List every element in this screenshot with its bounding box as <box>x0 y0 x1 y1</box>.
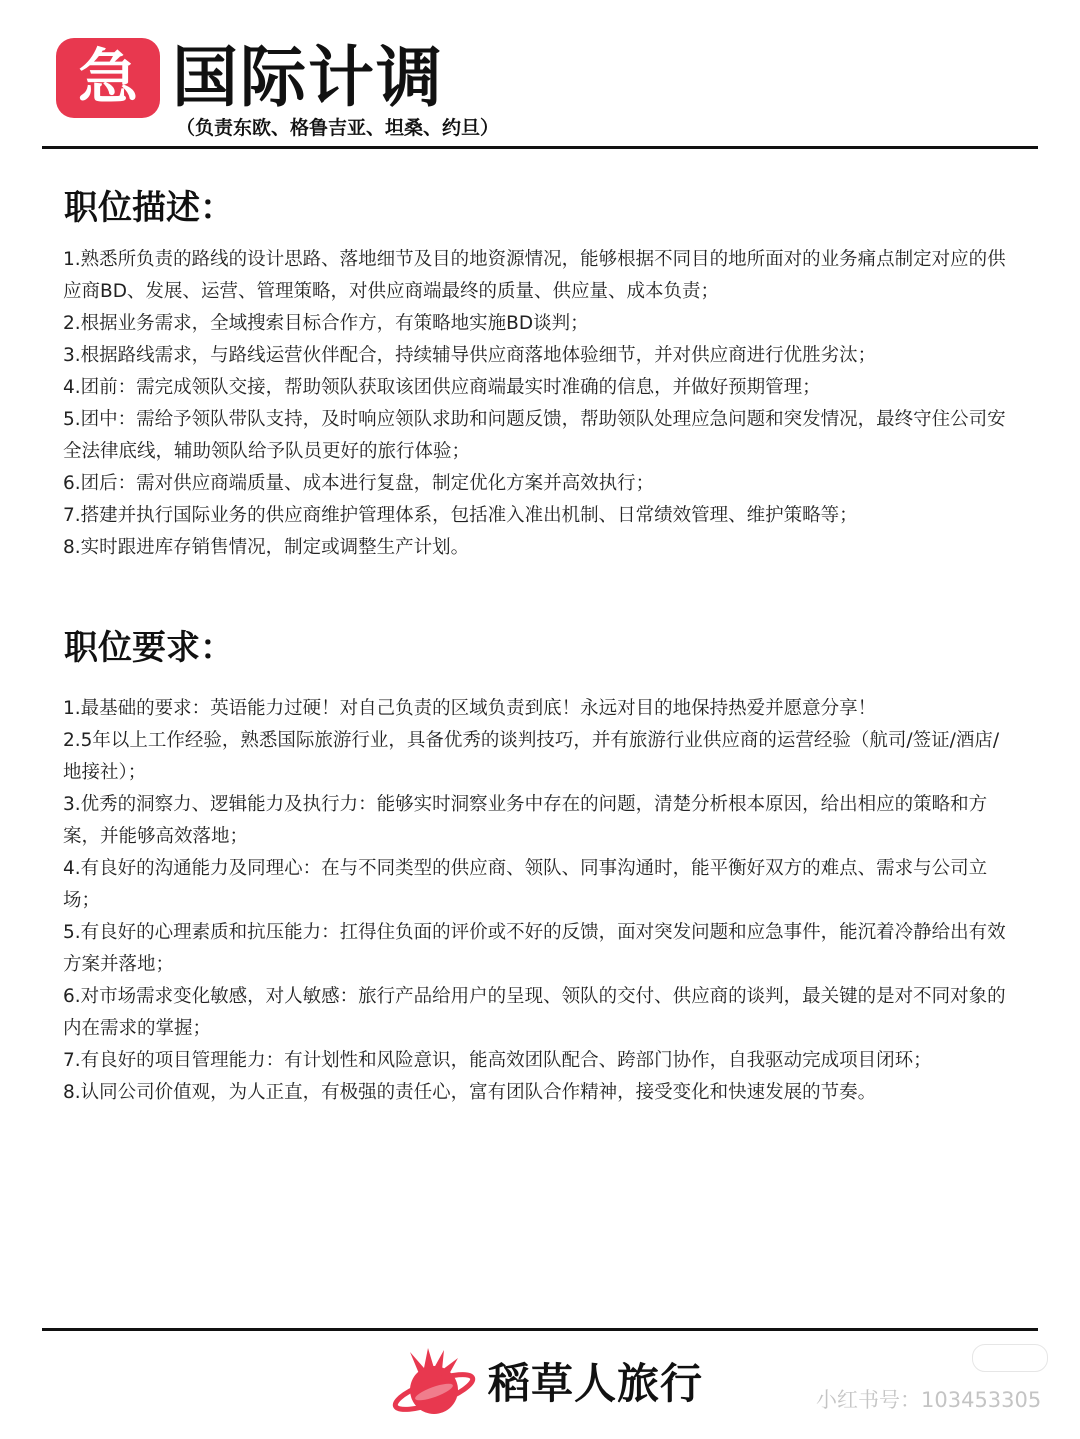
requirements-list <box>63 693 1013 1109</box>
watermark-badge <box>972 1344 1048 1372</box>
description-item: 5.团中：需给予领队带队支持，及时响应领队求助和问题反馈，帮助领队处理应急问题和突发情况，最终守住公司安全法律底线，辅助领队给予队员更好的旅行体验； <box>63 409 1006 462</box>
scarecrow-planet-logo-icon <box>390 1346 476 1420</box>
watermark-id: 小红书号：103453305 <box>816 1388 1042 1412</box>
requirement-item: 3.优秀的洞察力、逻辑能力及执行力：能够实时洞察业务中存在的问题，清楚分析根本原因，给出相应的策略和方案，并能够高效落地； <box>63 794 988 847</box>
brand-name: 稻草人旅行 <box>488 1359 704 1408</box>
description-item: 4.团前：需完成领队交接，帮助领队获取该团供应商端最实时准确的信息，并做好预期管理； <box>63 377 821 398</box>
urgent-badge <box>56 38 160 118</box>
description-heading: 职位描述： <box>64 188 234 228</box>
page-subtitle: （负责东欧、格鲁吉亚、坦桑、约旦） <box>176 117 500 139</box>
description-item: 6.团后：需对供应商端质量、成本进行复盘，制定优化方案并高效执行； <box>63 473 655 494</box>
description-item: 3.根据路线需求，与路线运营伙伴配合，持续辅导供应商落地体验细节，并对供应商进行优胜劣汰； <box>63 345 877 366</box>
bottom-divider <box>42 1328 1038 1331</box>
top-divider <box>42 146 1038 149</box>
urgent-badge-char: 急 <box>78 43 138 113</box>
requirement-item: 2.5年以上工作经验，熟悉国际旅游行业，具备优秀的谈判技巧，并有旅游行业供应商的运营经验（航司/签证/酒店/地接社）； <box>63 730 1000 783</box>
requirement-item: 4.有良好的沟通能力及同理心：在与不同类型的供应商、领队、同事沟通时，能平衡好双方的难点、需求与公司立场； <box>63 858 988 911</box>
page-title: 国际计调 <box>172 39 444 116</box>
description-item: 2.根据业务需求，全域搜索目标合作方，有策略地实施BD谈判； <box>63 313 589 334</box>
description-item: 8.实时跟进库存销售情况，制定或调整生产计划。 <box>63 537 470 558</box>
requirement-item: 6.对市场需求变化敏感，对人敏感：旅行产品给用户的呈现、领队的交付、供应商的谈判，最关键的是对不同对象的内在需求的掌握； <box>63 986 1006 1039</box>
description-item: 1.熟悉所负责的路线的设计思路、落地细节及目的地资源情况，能够根据不同目的地所面对的业务痛点制定对应的供应商BD、发展、运营、管理策略，对供应商端最终的质量、供应量、成本负责； <box>63 249 1006 302</box>
requirement-item: 8.认同公司价值观，为人正直，有极强的责任心，富有团队合作精神，接受变化和快速发展的节奏。 <box>63 1082 877 1103</box>
description-list <box>63 244 1013 564</box>
description-item: 7.搭建并执行国际业务的供应商维护管理体系，包括准入准出机制、日常绩效管理、维护策略等； <box>63 505 858 526</box>
requirements-heading: 职位要求： <box>64 628 234 668</box>
requirement-item: 7.有良好的项目管理能力：有计划性和风险意识，能高效团队配合、跨部门协作，自我驱动完成项目闭环； <box>63 1050 932 1071</box>
requirement-item: 1.最基础的要求：英语能力过硬！对自己负责的区域负责到底！永远对目的地保持热爱并愿意分享！ <box>63 698 877 719</box>
requirement-item: 5.有良好的心理素质和抗压能力：扛得住负面的评价或不好的反馈，面对突发问题和应急事件，能沉着冷静给出有效方案并落地； <box>63 922 1006 975</box>
